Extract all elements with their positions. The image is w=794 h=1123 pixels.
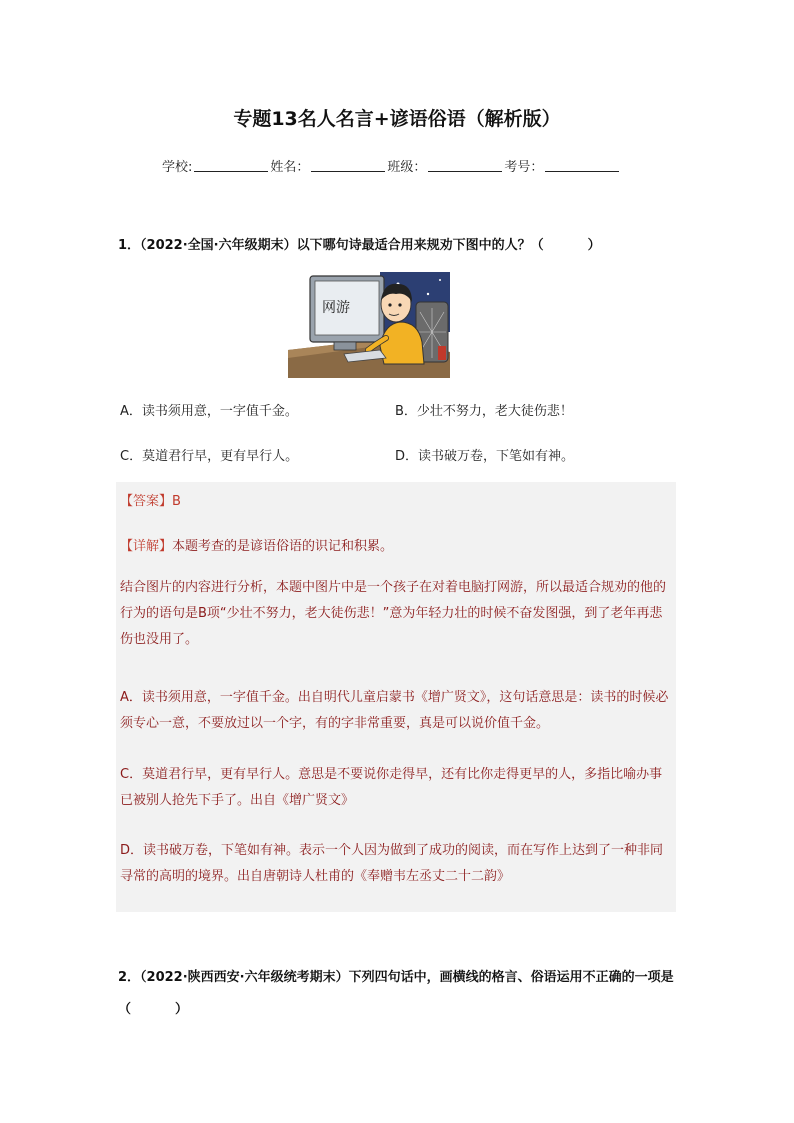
detail-text: 本题考查的是谚语俗语的识记和积累。	[172, 539, 394, 554]
page-title: 专题13名人名言+谚语俗语（解析版）	[233, 108, 561, 130]
name-label: 姓名：	[270, 160, 310, 175]
exam-number-label: 考号：	[504, 160, 544, 175]
detail-tag: 【详解】	[120, 539, 173, 554]
explanation-paragraph-4: D．读书破万卷，下笔如有神。表示一个人因为做到了成功的阅读，而在写作上达到了一种非同寻常的高明的境界。出自唐朝诗人杜甫的《奉赠韦左丞丈二十二韵》	[120, 843, 664, 884]
option-c: C．莫道君行早，更有早行人。	[120, 449, 299, 464]
answer-tag: 【答案】	[120, 494, 173, 509]
school-blank	[194, 170, 268, 172]
class-blank	[428, 170, 502, 172]
option-a: A．读书须用意，一字值千金。	[120, 404, 298, 419]
question-2-stem: 2．（2022·陕西西安·六年级统考期末）下列四句话中，画横线的格言、俗语运用不正确的一项是（ ）	[118, 970, 674, 1017]
answer-line	[120, 490, 181, 509]
explanation-paragraph-3: C．莫道君行早，更有早行人。意思是不要说你走得早，还有比你走得更早的人，多指比喻办事已被别人抢先下手了。出自《增广贤文》	[120, 767, 663, 808]
screen-text: 网游	[322, 300, 350, 316]
exam-number-blank	[545, 170, 619, 172]
option-b: B．少壮不努力，老大徒伤悲！	[395, 404, 573, 419]
option-d: D．读书破万卷，下笔如有神。	[395, 449, 575, 464]
explanation-paragraph-2: A．读书须用意，一字值千金。出自明代儿童启蒙书《增广贤文》，这句话意思是：读书的时候必须专心一意，不要放过以一个字，有的字非常重要，真是可以说价值千金。	[120, 690, 669, 731]
class-label: 班级：	[387, 160, 427, 175]
student-info-line	[162, 156, 621, 175]
school-label: 学校:	[162, 160, 193, 175]
explanation-paragraph-1: 结合图片的内容进行分析，本题中图片中是一个孩子在对着电脑打网游，所以最适合规劝的他的行为的语句是B项“少壮不努力，老大徒伤悲！”意为年轻力壮的时候不奋发图强，到了老年再悲伤也没用了。	[120, 580, 667, 647]
question-1-stem: 1．（2022·全国·六年级期末）以下哪句诗最适合用来规劝下图中的人？（ ）	[118, 238, 601, 253]
answer-value: B	[172, 494, 181, 509]
name-blank	[311, 170, 385, 172]
detail-line	[120, 535, 393, 554]
question-1-illustration	[288, 272, 450, 378]
